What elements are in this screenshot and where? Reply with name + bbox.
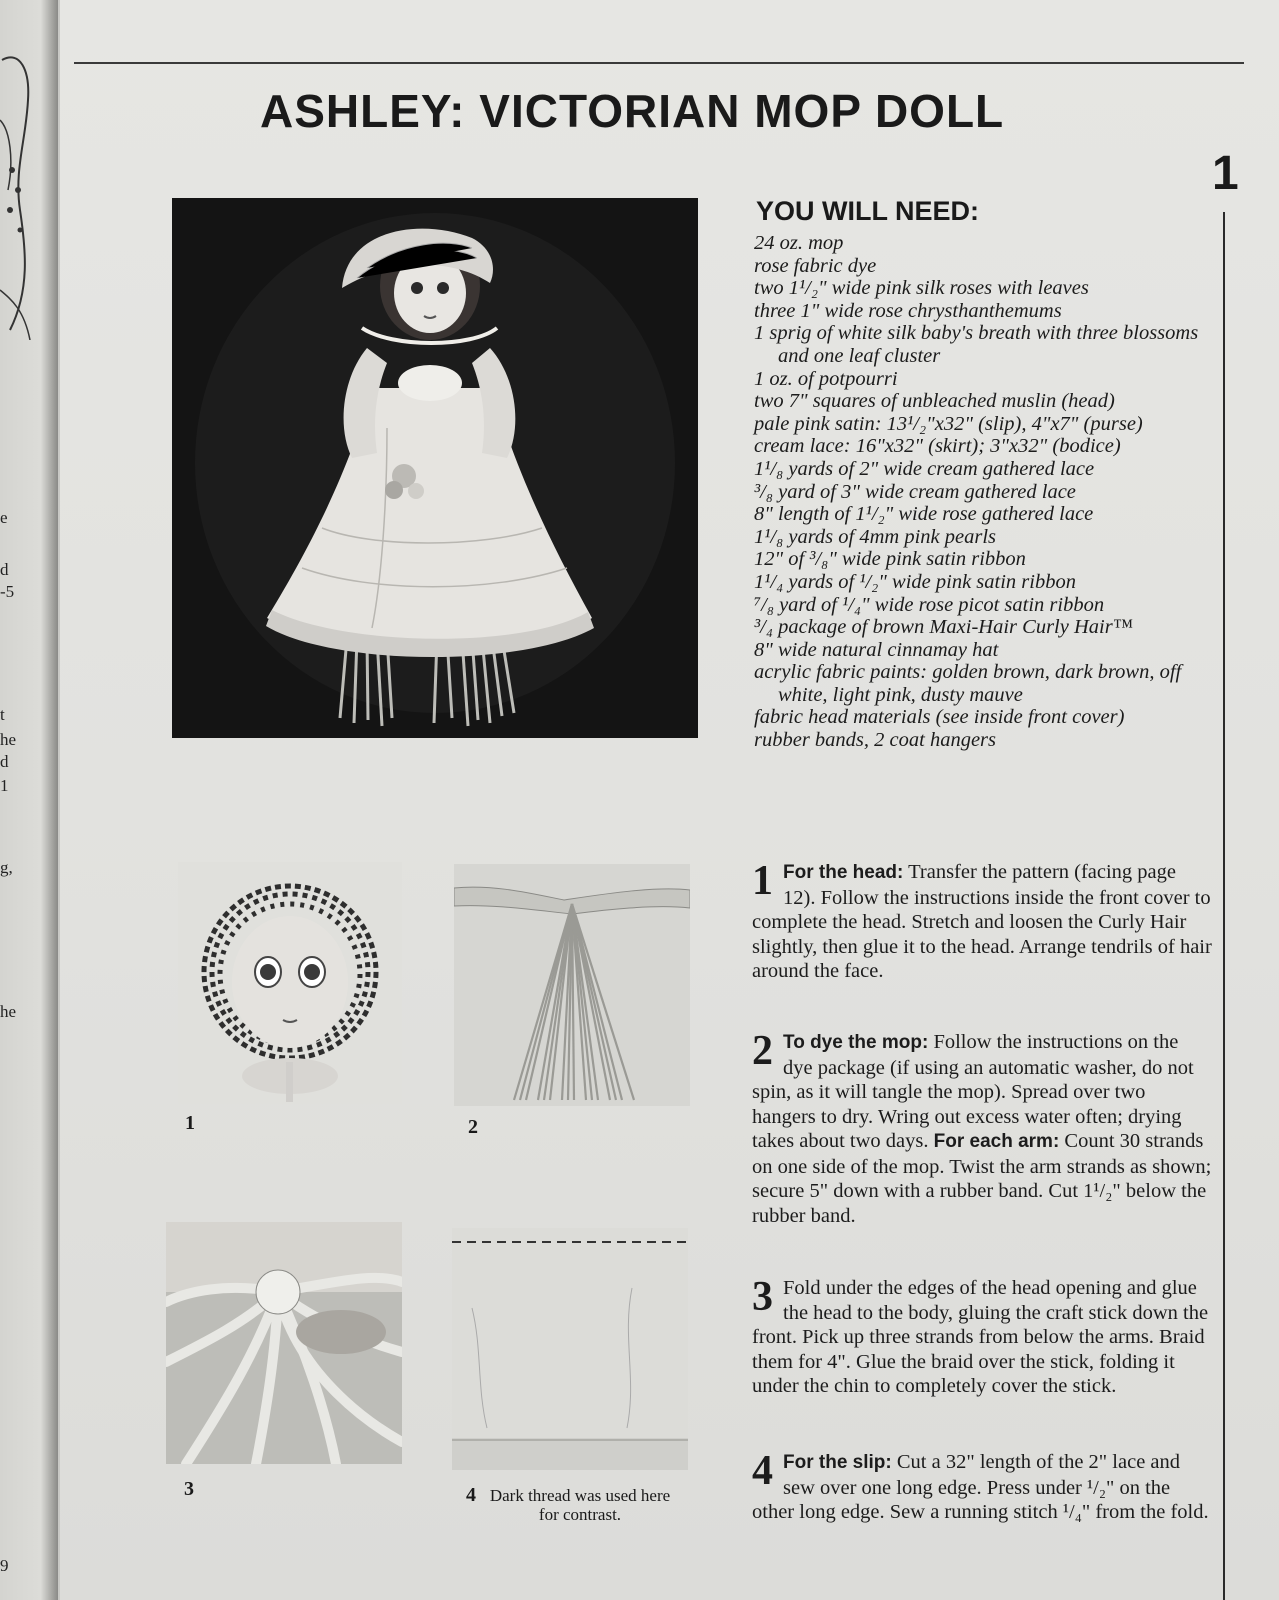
materials-item: acrylic fabric paints: golden brown, dark brown, off white, light pink, dusty mauve bbox=[754, 661, 1182, 706]
materials-item: 24 oz. mop bbox=[754, 232, 844, 254]
instruction-step-2 bbox=[752, 1030, 1212, 1228]
page-title: ASHLEY: VICTORIAN MOP DOLL bbox=[260, 85, 1005, 137]
facing-text-fragment: g, bbox=[0, 858, 13, 877]
facing-text-fragment: he bbox=[0, 730, 17, 749]
step-text: Count 30 strands on one side of the mop. Twist the arm strands as shown; secure 5" down with a rubber band. Cut 1¹/₂" below the rubber band. bbox=[752, 1130, 1212, 1227]
facing-text-fragment: 1 bbox=[0, 776, 9, 795]
materials-item: 1 sprig of white silk baby's breath with three blossoms and one leaf cluster bbox=[754, 322, 1199, 367]
facing-text-fragment: t bbox=[0, 705, 5, 724]
materials-item: pale pink satin: 13¹/₂"x32" (slip), 4"x7" (purse) bbox=[754, 412, 1143, 435]
photo-caption-note: Dark thread was used here for contrast. bbox=[489, 1486, 671, 1524]
materials-item: fabric head materials (see inside front cover) bbox=[754, 706, 1125, 729]
step-number: 1 bbox=[752, 858, 773, 904]
step-lead: For the slip: bbox=[783, 1452, 892, 1473]
step-photo-2 bbox=[454, 864, 690, 1106]
materials-item: 8" wide natural cinnamay hat bbox=[754, 638, 999, 661]
materials-item: 1 oz. of potpourri bbox=[754, 367, 898, 390]
step-number: 2 bbox=[752, 1028, 773, 1074]
step-lead: For each arm: bbox=[933, 1131, 1060, 1152]
materials-item: ⁷/₈ yard of ¹/₄" wide rose picot satin ribbon bbox=[754, 593, 1105, 616]
instruction-step-4 bbox=[752, 1450, 1212, 1525]
materials-item: two 7" squares of unbleached muslin (head) bbox=[754, 390, 1115, 413]
materials-heading: YOU WILL NEED: bbox=[756, 196, 980, 226]
materials-item: rose fabric dye bbox=[754, 254, 877, 277]
doll-photo bbox=[172, 198, 698, 738]
instruction-step-1 bbox=[752, 860, 1212, 984]
instruction-step-3 bbox=[752, 1276, 1212, 1399]
step-photo-1 bbox=[178, 862, 402, 1104]
photo-caption-number: 1 bbox=[185, 1112, 195, 1134]
materials-item: 1¹/₈ yards of 4mm pink pearls bbox=[754, 525, 996, 548]
photo-caption-number: 2 bbox=[468, 1116, 478, 1138]
facing-page-number: 9 bbox=[0, 1556, 9, 1575]
materials-item: cream lace: 16"x32" (skirt); 3"x32" (bodice) bbox=[754, 435, 1121, 458]
facing-page-sketch-icon bbox=[0, 40, 50, 340]
step-text: Cut a 32" length of the 2" lace and sew over one long edge. Press under ¹/₂" on the other long edge. Sew a running stitch ¹/₄" from the fold. bbox=[752, 1451, 1209, 1523]
section-number: 1 bbox=[1212, 147, 1239, 200]
facing-page-edge bbox=[0, 0, 58, 1600]
facing-text-fragment: d bbox=[0, 560, 9, 579]
materials-item: ³/₄ package of brown Maxi-Hair Curly Hair™ bbox=[754, 616, 1133, 639]
materials-item: 8" length of 1¹/₂" wide rose gathered lace bbox=[754, 503, 1094, 526]
step-text: Transfer the pattern (facing page 12). Follow the instructions inside the front cover to complete the head. Stretch and loosen the Curly Hair slightly, then glue it to the head. Arrange tendrils of hair around the face. bbox=[752, 861, 1212, 982]
materials-item: 12" of ³/₈" wide pink satin ribbon bbox=[754, 548, 1026, 571]
materials-item: three 1" wide rose chrysthanthemums bbox=[754, 299, 1062, 322]
photo-caption-number: 4 bbox=[466, 1484, 476, 1506]
step-photo-4 bbox=[452, 1228, 688, 1470]
materials-item: 1¹/₄ yards of ¹/₂" wide pink satin ribbon bbox=[754, 570, 1076, 593]
step-lead: To dye the mop: bbox=[783, 1032, 929, 1053]
materials-item: two 1¹/₂" wide pink silk roses with leaves bbox=[754, 277, 1089, 300]
facing-text-fragment: -5 bbox=[0, 582, 15, 601]
step-number: 4 bbox=[752, 1448, 773, 1494]
step-number: 3 bbox=[752, 1274, 773, 1320]
facing-text-fragment: e bbox=[0, 508, 8, 527]
step-lead: For the head: bbox=[783, 862, 904, 883]
materials-item: 1¹/₈ yards of 2" wide cream gathered lace bbox=[754, 457, 1095, 480]
facing-text-fragment: he bbox=[0, 1002, 17, 1021]
materials-item: rubber bands, 2 coat hangers bbox=[754, 729, 997, 752]
facing-text-fragment: d bbox=[0, 752, 9, 771]
step-photo-3 bbox=[166, 1222, 402, 1464]
step-text: Follow the instructions on the dye package (if using an automatic washer, do not spin, as it will tangle the mop). Spread over two hangers to dry. Wring out excess water often; drying takes about two days. bbox=[752, 1031, 1194, 1152]
instruction-page bbox=[60, 0, 1279, 1600]
top-rule bbox=[74, 62, 1244, 64]
materials-item: ³/₈ yard of 3" wide cream gathered lace bbox=[754, 480, 1076, 503]
step-text: Fold under the edges of the head opening and glue the head to the body, gluing the craft stick down the front. Pick up three strands from below the arms. Braid them for 4". Glue the braid over the stick, folding it under the chin to completely cover the stick. bbox=[752, 1277, 1209, 1397]
photo-caption-number: 3 bbox=[184, 1478, 194, 1500]
materials-list bbox=[754, 232, 1224, 752]
